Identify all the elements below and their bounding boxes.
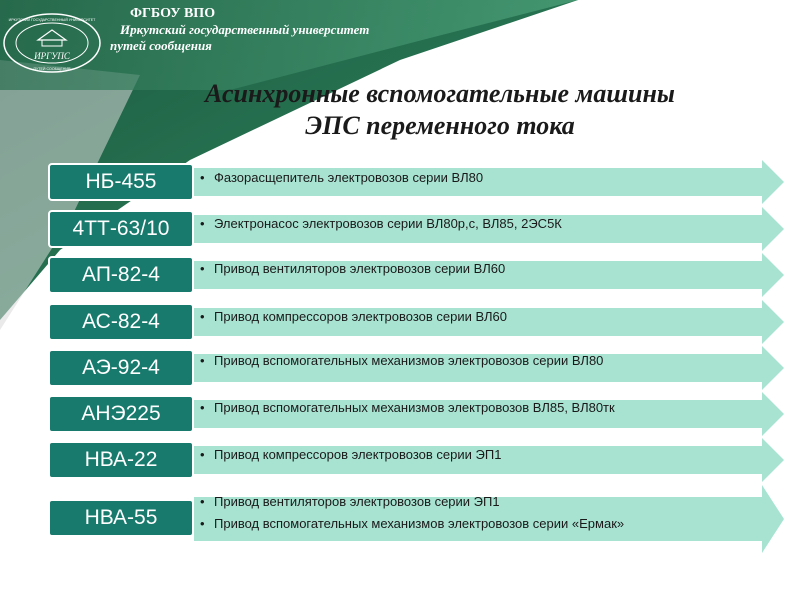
machine-usage-list [200,213,562,235]
usage-item: • Привод вспомогательных механизмов электровозов серии ВЛ80 [200,350,603,372]
machine-row [0,392,800,436]
usage-item: • Привод компрессоров электровозов серии ВЛ60 [200,306,507,328]
machine-usage-list [200,444,501,466]
machine-label: АЭ-92-4 [48,349,194,387]
machine-row [0,485,800,553]
usage-item: • Электронасос электровозов серии ВЛ80р,с, ВЛ85, 2ЭС5К [200,213,562,235]
title-line-1: Асинхронные вспомогательные машины [205,79,675,108]
usage-item: • Фазорасщепитель электровозов серии ВЛ80 [200,167,483,189]
usage-item: • Привод вспомогательных механизмов электровозов ВЛ85, ВЛ80тк [200,397,615,419]
logo-ring-bottom: ПУТЕЙ СООБЩЕНИЯ [33,67,71,71]
machine-row [0,207,800,251]
machine-row [0,160,800,204]
machine-usage-list [200,306,507,328]
usage-item: • Привод вентиляторов электровозов серии ВЛ60 [200,258,505,280]
machine-usage-list [200,397,615,419]
machine-usage-list [200,350,603,372]
machine-label: НВА-55 [48,499,194,537]
machine-usage-list [200,167,483,189]
usage-item: • Привод вспомогательных механизмов электровозов серии «Ермак» [200,513,624,535]
org-line-1: ФГБОУ ВПО [130,6,216,21]
slide-title [120,78,760,142]
machine-usage-list [200,258,505,280]
organization-header [108,6,408,54]
org-line-3: путей сообщения [110,38,212,53]
logo-ring-top: ИРКУТСКИЙ ГОСУДАРСТВЕННЫЙ УНИВЕРСИТЕТ [8,18,96,22]
machine-label: АП-82-4 [48,256,194,294]
machine-label: НБ-455 [48,163,194,201]
machine-usage-list [200,491,624,535]
machine-row [0,346,800,390]
machine-label: АС-82-4 [48,303,194,341]
machine-label: АНЭ225 [48,395,194,433]
title-line-2: ЭПС переменного тока [305,111,575,140]
machine-row [0,300,800,344]
machine-label: 4ТТ-63/10 [48,210,194,248]
machine-row [0,253,800,297]
logo-text: ИРГУПС [34,51,70,61]
org-line-2: Иркутский государственный университет [120,22,370,37]
usage-item: • Привод вентиляторов электровозов серии ЭП1 [200,491,624,513]
machine-row [0,438,800,482]
machine-label: НВА-22 [48,441,194,479]
university-logo [2,12,102,74]
usage-item: • Привод компрессоров электровозов серии ЭП1 [200,444,501,466]
